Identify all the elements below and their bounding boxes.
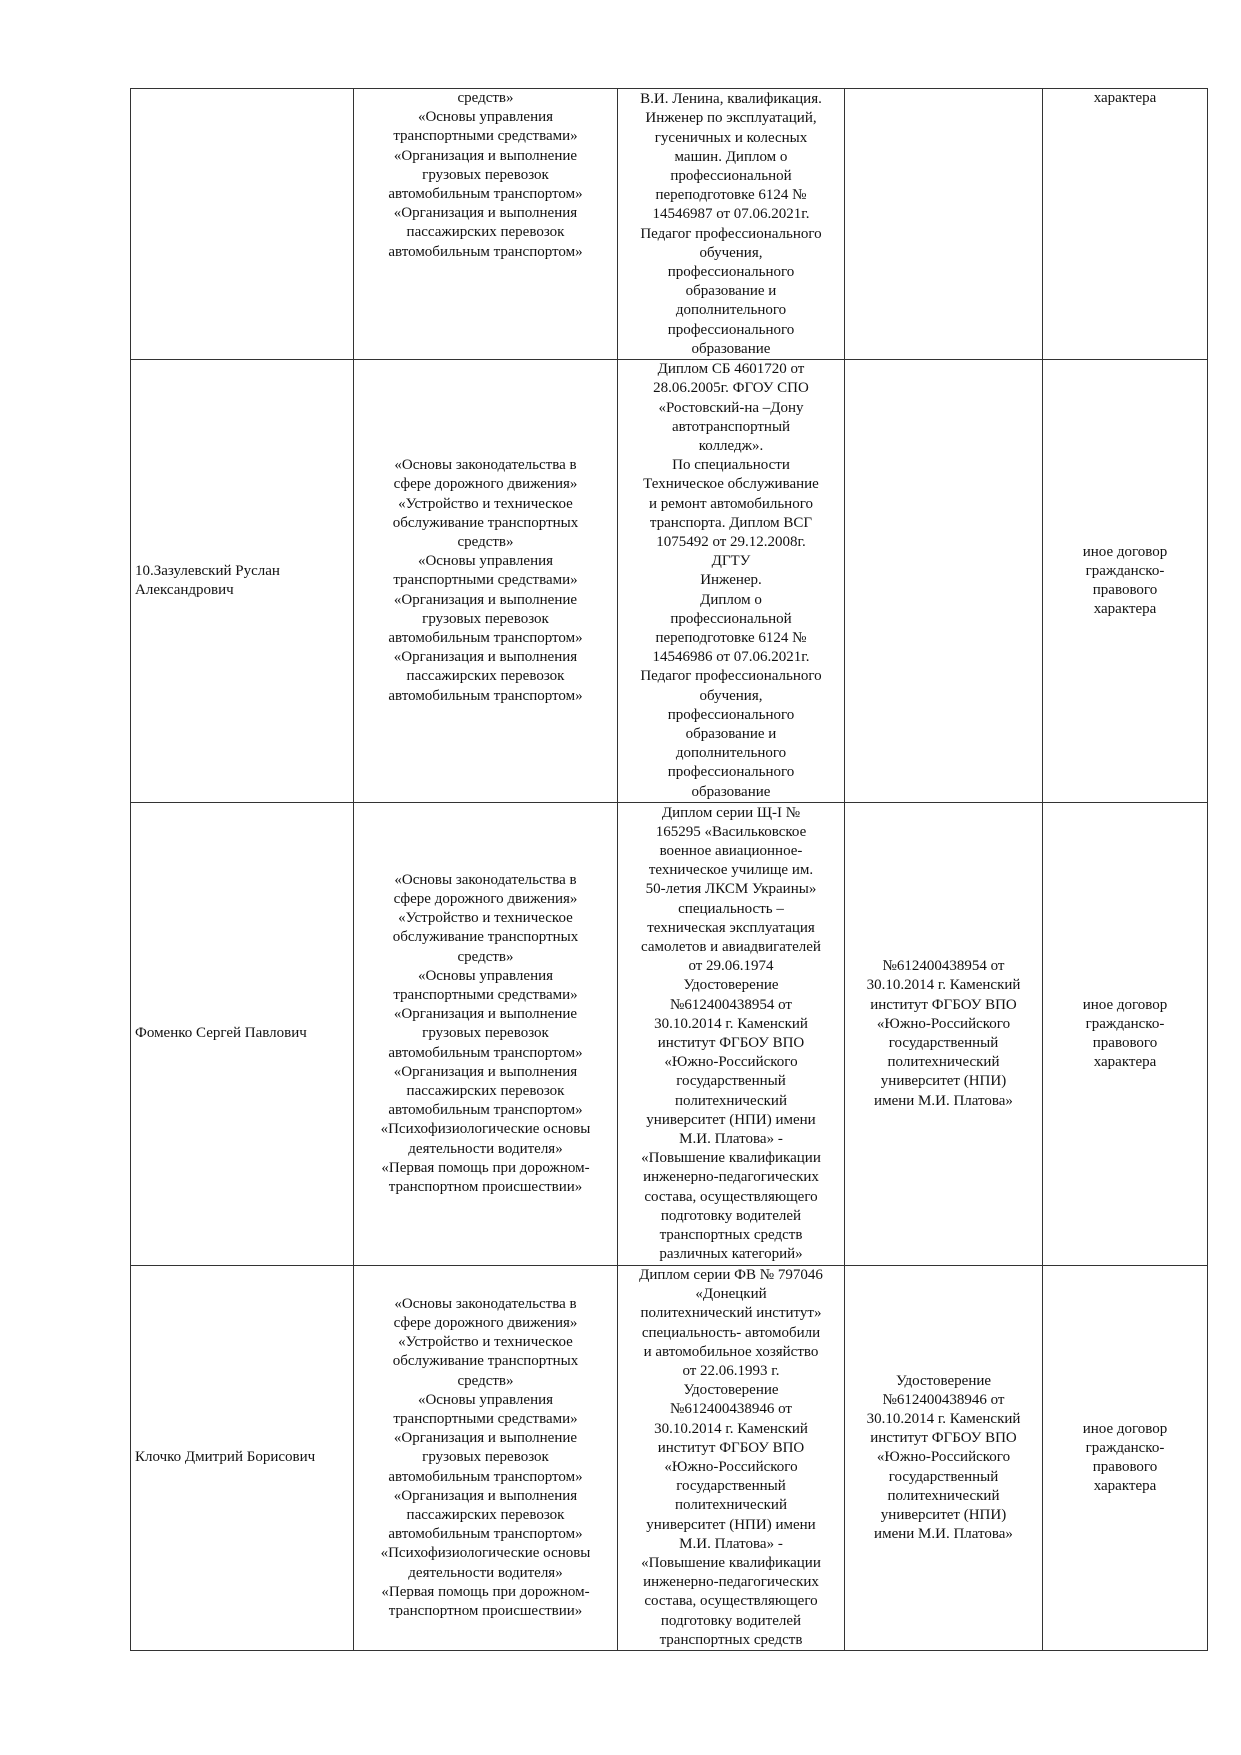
table-row xyxy=(131,89,1208,360)
cell-line: профессионального xyxy=(667,263,795,280)
cell-line: образование и xyxy=(685,283,777,300)
cell-line: гражданско- xyxy=(1085,1015,1165,1032)
cell-line: деятельности водителя» xyxy=(408,1564,563,1581)
cell-line: Диплом серии ФВ № 797046 xyxy=(639,1267,823,1283)
cell-line: Диплом СБ 4601720 от xyxy=(657,361,805,378)
table-row xyxy=(131,360,1208,803)
employment-type-cell xyxy=(1043,360,1208,803)
cell-line: государственный xyxy=(888,1468,999,1485)
cell-line: политехнический xyxy=(675,1092,787,1109)
cell-line: иное договор xyxy=(1082,543,1168,560)
cell-line: Диплом о xyxy=(700,591,762,608)
cell-line: университет (НПИ) имени xyxy=(646,1516,816,1533)
cell-line: автомобильным транспортом» xyxy=(388,1102,583,1119)
cell-line: характера xyxy=(1093,1478,1157,1495)
cell-line: гражданско- xyxy=(1085,562,1165,579)
cell-line: М.И. Платова» - xyxy=(679,1131,783,1148)
staff-table xyxy=(130,88,1208,1651)
cell-line: политехнический xyxy=(887,1054,1000,1071)
cell-line: «Устройство и техническое xyxy=(398,1334,573,1351)
cell-line: «Основы законодательства в xyxy=(394,457,577,474)
cell-line: «Организация и выполнение xyxy=(393,1430,578,1447)
cell-line: «Организация и выполнения xyxy=(393,1487,578,1504)
cell-line: 14546987 от 07.06.2021г. xyxy=(652,206,810,223)
cell-line: №612400438946 от xyxy=(882,1391,1005,1408)
subjects-cell xyxy=(354,360,618,803)
cell-line: дополнительного xyxy=(675,745,787,762)
cell-line: обслуживание транспортных xyxy=(392,514,579,531)
cell-line: переподготовке 6124 № xyxy=(655,187,807,204)
cell-line: «Психофизиологические основы xyxy=(380,1121,591,1138)
cell-line: 28.06.2005г. ФГОУ СПО xyxy=(653,380,809,397)
cell-line: правового xyxy=(1092,582,1158,598)
cell-line: пассажирских перевозок xyxy=(406,1507,565,1524)
cell-line: институт ФГБОУ ВПО xyxy=(870,996,1017,1013)
cell-line: Инженер по эксплуатаций, xyxy=(645,110,817,127)
cell-line: «Повышение квалификации xyxy=(641,1150,821,1167)
cell-line: и ремонт автомобильного xyxy=(649,495,813,512)
cell-line: транспортными средствами» xyxy=(393,986,578,1003)
cell-line: «Устройство и техническое xyxy=(398,495,573,512)
cell-line: автомобильным транспортом» xyxy=(388,1044,583,1061)
cell-line: 30.10.2014 г. Каменский xyxy=(654,1420,808,1437)
table-row xyxy=(131,1266,1208,1651)
cell-line: автотранспортный xyxy=(671,418,791,435)
cell-line: грузовых перевозок xyxy=(422,166,549,183)
cell-line: университет (НПИ) xyxy=(880,1073,1007,1090)
cell-line: профессиональной xyxy=(670,610,792,627)
cell-line: «Первая помощь при дорожном- xyxy=(381,1159,590,1176)
cell-line: 30.10.2014 г. Каменский xyxy=(866,1411,1021,1428)
cell-line: дополнительного xyxy=(675,302,787,319)
cell-line: университет (НПИ) xyxy=(880,1507,1007,1524)
cell-line: колледж». xyxy=(698,437,764,454)
employment-type-cell xyxy=(1043,1266,1208,1651)
cell-line: состава, осуществляющего xyxy=(644,1188,818,1205)
cell-line: специальность- автомобили xyxy=(641,1324,821,1341)
cell-line: ДГТУ xyxy=(711,553,751,570)
cell-line: и автомобильное хозяйство xyxy=(643,1343,819,1360)
cell-line: имени М.И. Платова» xyxy=(874,1526,1013,1543)
cell-line: институт ФГБОУ ВПО xyxy=(870,1430,1017,1447)
cell-line: Удостоверение xyxy=(895,1372,992,1389)
qualification-cell xyxy=(845,803,1043,1266)
cell-line: Клочко Дмитрий Борисович xyxy=(135,1449,316,1466)
cell-line: пассажирских перевозок xyxy=(406,1083,565,1099)
cell-line: 50-летия ЛКСМ Украины» xyxy=(645,881,817,898)
cell-line: «Южно-Российского xyxy=(664,1459,798,1476)
cell-line: Диплом серии Щ-I № xyxy=(661,804,801,821)
cell-line: грузовых перевозок xyxy=(422,610,549,627)
cell-line: «Организация и выполнения xyxy=(393,649,578,666)
cell-line: «Южно-Российского xyxy=(876,1015,1011,1032)
education-cell xyxy=(618,89,845,360)
cell-line: инженерно-педагогических xyxy=(643,1169,819,1186)
teacher-name-cell xyxy=(131,89,354,360)
cell-line: №612400438954 от xyxy=(882,958,1005,975)
cell-line: транспортных средств xyxy=(659,1227,803,1244)
cell-line: «Повышение квалификации xyxy=(641,1555,821,1572)
cell-line: обслуживание транспортных xyxy=(392,1353,579,1370)
cell-line: переподготовке 6124 № xyxy=(655,630,807,646)
cell-line: 165295 «Васильковское xyxy=(655,823,807,840)
cell-line: «Основы управления xyxy=(417,1391,554,1408)
employment-type-cell xyxy=(1043,89,1208,360)
education-cell xyxy=(618,360,845,803)
qualification-cell xyxy=(845,1266,1043,1651)
cell-line: «Донецкий xyxy=(695,1286,767,1303)
cell-line: политехнический институт» xyxy=(640,1305,822,1322)
cell-line: По специальности xyxy=(672,457,790,474)
cell-line: Удостоверение xyxy=(683,1382,779,1399)
cell-line: образование xyxy=(691,340,771,357)
cell-line: транспортными средствами» xyxy=(393,128,578,145)
employment-type-cell xyxy=(1043,803,1208,1266)
cell-line: автомобильным транспортом» xyxy=(388,1468,583,1485)
cell-line: правового xyxy=(1092,1035,1158,1051)
cell-line: грузовых перевозок xyxy=(422,1025,549,1042)
cell-line: «Организация и выполнения xyxy=(393,1063,578,1080)
cell-line: средств» xyxy=(457,948,514,965)
cell-line: «Основы управления xyxy=(417,109,554,126)
cell-line: 14546986 от 07.06.2021г. xyxy=(652,649,810,666)
cell-line: характера xyxy=(1093,1054,1157,1071)
cell-line: государственный xyxy=(676,1478,786,1495)
cell-line: военное авиационное- xyxy=(659,842,803,859)
cell-line: машин. Диплом о xyxy=(674,148,788,165)
cell-line: Александрович xyxy=(135,582,234,598)
cell-line: средств» xyxy=(457,533,514,550)
cell-line: Инженер. xyxy=(700,572,762,589)
cell-line: обучения, xyxy=(699,687,763,704)
cell-line: Педагог профессионального xyxy=(640,668,822,685)
cell-line: «Основы законодательства в xyxy=(394,1295,577,1312)
cell-line: подготовку водителей xyxy=(660,1612,802,1629)
cell-line: профессиональной xyxy=(670,167,792,184)
cell-line: гусеничных и колесных xyxy=(654,129,808,146)
cell-line: 30.10.2014 г. Каменский xyxy=(866,977,1021,994)
qualification-cell xyxy=(845,360,1043,803)
cell-line: подготовку водителей xyxy=(660,1207,802,1224)
cell-line: «Основы законодательства в xyxy=(394,871,577,888)
cell-line: «Южно-Российского xyxy=(876,1449,1011,1466)
cell-line: институт ФГБОУ ВПО xyxy=(657,1035,805,1051)
cell-line: различных категорий» xyxy=(659,1246,803,1263)
cell-line: политехнический xyxy=(887,1487,1000,1504)
education-cell xyxy=(618,1266,845,1651)
cell-line: транспортных средств xyxy=(659,1631,803,1648)
cell-line: «Организация и выполнение xyxy=(393,147,578,164)
cell-line: самолетов и авиадвигателей xyxy=(641,938,821,955)
cell-line: образование и xyxy=(685,726,777,743)
cell-line: профессионального xyxy=(667,706,795,723)
cell-line: автомобильным транспортом» xyxy=(388,687,583,704)
subjects-cell xyxy=(354,803,618,1266)
cell-line: «Организация и выполнение xyxy=(393,591,578,608)
cell-line: характера xyxy=(1093,601,1157,618)
cell-line: транспорта. Диплом ВСГ xyxy=(649,514,813,531)
cell-line: инженерно-педагогических xyxy=(643,1574,819,1591)
cell-line: «Ростовский-на –Дону xyxy=(658,399,804,416)
subjects-cell xyxy=(354,89,618,360)
qualification-cell xyxy=(845,89,1043,360)
cell-line: государственный xyxy=(676,1073,786,1090)
cell-line: В.И. Ленина, квалификация. xyxy=(640,91,822,108)
cell-line: «Организация и выполнение xyxy=(393,1006,578,1023)
cell-line: Фоменко Сергей Павлович xyxy=(135,1025,307,1042)
cell-line: «Основы управления xyxy=(417,553,554,570)
cell-line: «Психофизиологические основы xyxy=(380,1545,591,1562)
cell-line: сфере дорожного движения» xyxy=(393,1315,578,1331)
cell-line: транспортном происшествии» xyxy=(388,1603,583,1620)
cell-line: сфере дорожного движения» xyxy=(393,890,578,907)
cell-line: университет (НПИ) имени xyxy=(646,1111,816,1128)
cell-line: обслуживание транспортных xyxy=(392,929,579,946)
cell-line: средств» xyxy=(457,90,514,106)
cell-line: политехнический xyxy=(675,1497,787,1514)
cell-line: грузовых перевозок xyxy=(422,1449,549,1466)
cell-line: обучения, xyxy=(699,244,763,261)
teacher-name-cell xyxy=(131,360,354,803)
cell-line: имени М.И. Платова» xyxy=(874,1092,1013,1109)
cell-line: средств» xyxy=(457,1372,514,1389)
cell-line: сфере дорожного движения» xyxy=(393,476,578,493)
cell-line: автомобильным транспортом» xyxy=(388,186,583,203)
subjects-cell xyxy=(354,1266,618,1651)
cell-line: транспортными средствами» xyxy=(393,1411,578,1428)
cell-line: институт ФГБОУ ВПО xyxy=(657,1439,805,1456)
cell-line: деятельности водителя» xyxy=(408,1140,563,1157)
cell-line: Педагог профессионального xyxy=(640,225,822,242)
cell-line: характера xyxy=(1093,90,1157,106)
cell-line: специальность – xyxy=(678,900,784,917)
cell-line: 1075492 от 29.12.2008г. xyxy=(656,533,806,550)
table-row xyxy=(131,803,1208,1266)
cell-line: 10.Зазулевский Руслан xyxy=(135,562,280,579)
cell-line: от 22.06.1993 г. xyxy=(682,1363,780,1380)
cell-line: правового xyxy=(1092,1459,1158,1476)
cell-line: «Основы управления xyxy=(417,967,554,984)
cell-line: образование xyxy=(691,783,771,800)
cell-line: гражданско- xyxy=(1085,1439,1165,1456)
cell-line: профессионального xyxy=(667,764,795,781)
cell-line: «Организация и выполнения xyxy=(393,205,578,222)
cell-line: «Устройство и техническое xyxy=(398,910,573,927)
cell-line: №612400438954 от xyxy=(670,996,792,1013)
cell-line: автомобильным транспортом» xyxy=(388,243,583,260)
cell-line: «Первая помощь при дорожном- xyxy=(381,1583,590,1600)
cell-line: автомобильным транспортом» xyxy=(388,1526,583,1543)
cell-line: 30.10.2014 г. Каменский xyxy=(654,1015,808,1032)
cell-line: транспортном происшествии» xyxy=(388,1179,583,1196)
teacher-name-cell xyxy=(131,1266,354,1651)
cell-line: от 29.06.1974 xyxy=(688,958,774,975)
cell-line: Удостоверение xyxy=(683,977,779,994)
cell-line: профессионального xyxy=(667,321,795,338)
cell-line: иное договор xyxy=(1082,1420,1168,1437)
cell-line: государственный xyxy=(888,1035,999,1051)
cell-line: техническая эксплуатация xyxy=(647,919,815,936)
cell-line: №612400438946 от xyxy=(670,1401,792,1418)
education-cell xyxy=(618,803,845,1266)
cell-line: Техническое обслуживание xyxy=(643,476,819,493)
cell-line: М.И. Платова» - xyxy=(679,1535,783,1552)
teacher-name-cell xyxy=(131,803,354,1266)
cell-line: «Южно-Российского xyxy=(664,1054,798,1071)
cell-line: пассажирских перевозок xyxy=(406,668,565,685)
cell-line: техническое училище им. xyxy=(648,862,814,879)
cell-line: автомобильным транспортом» xyxy=(388,630,583,646)
cell-line: иное договор xyxy=(1082,996,1168,1013)
cell-line: транспортными средствами» xyxy=(393,572,578,589)
cell-line: состава, осуществляющего xyxy=(644,1593,818,1610)
cell-line: пассажирских перевозок xyxy=(406,224,565,241)
